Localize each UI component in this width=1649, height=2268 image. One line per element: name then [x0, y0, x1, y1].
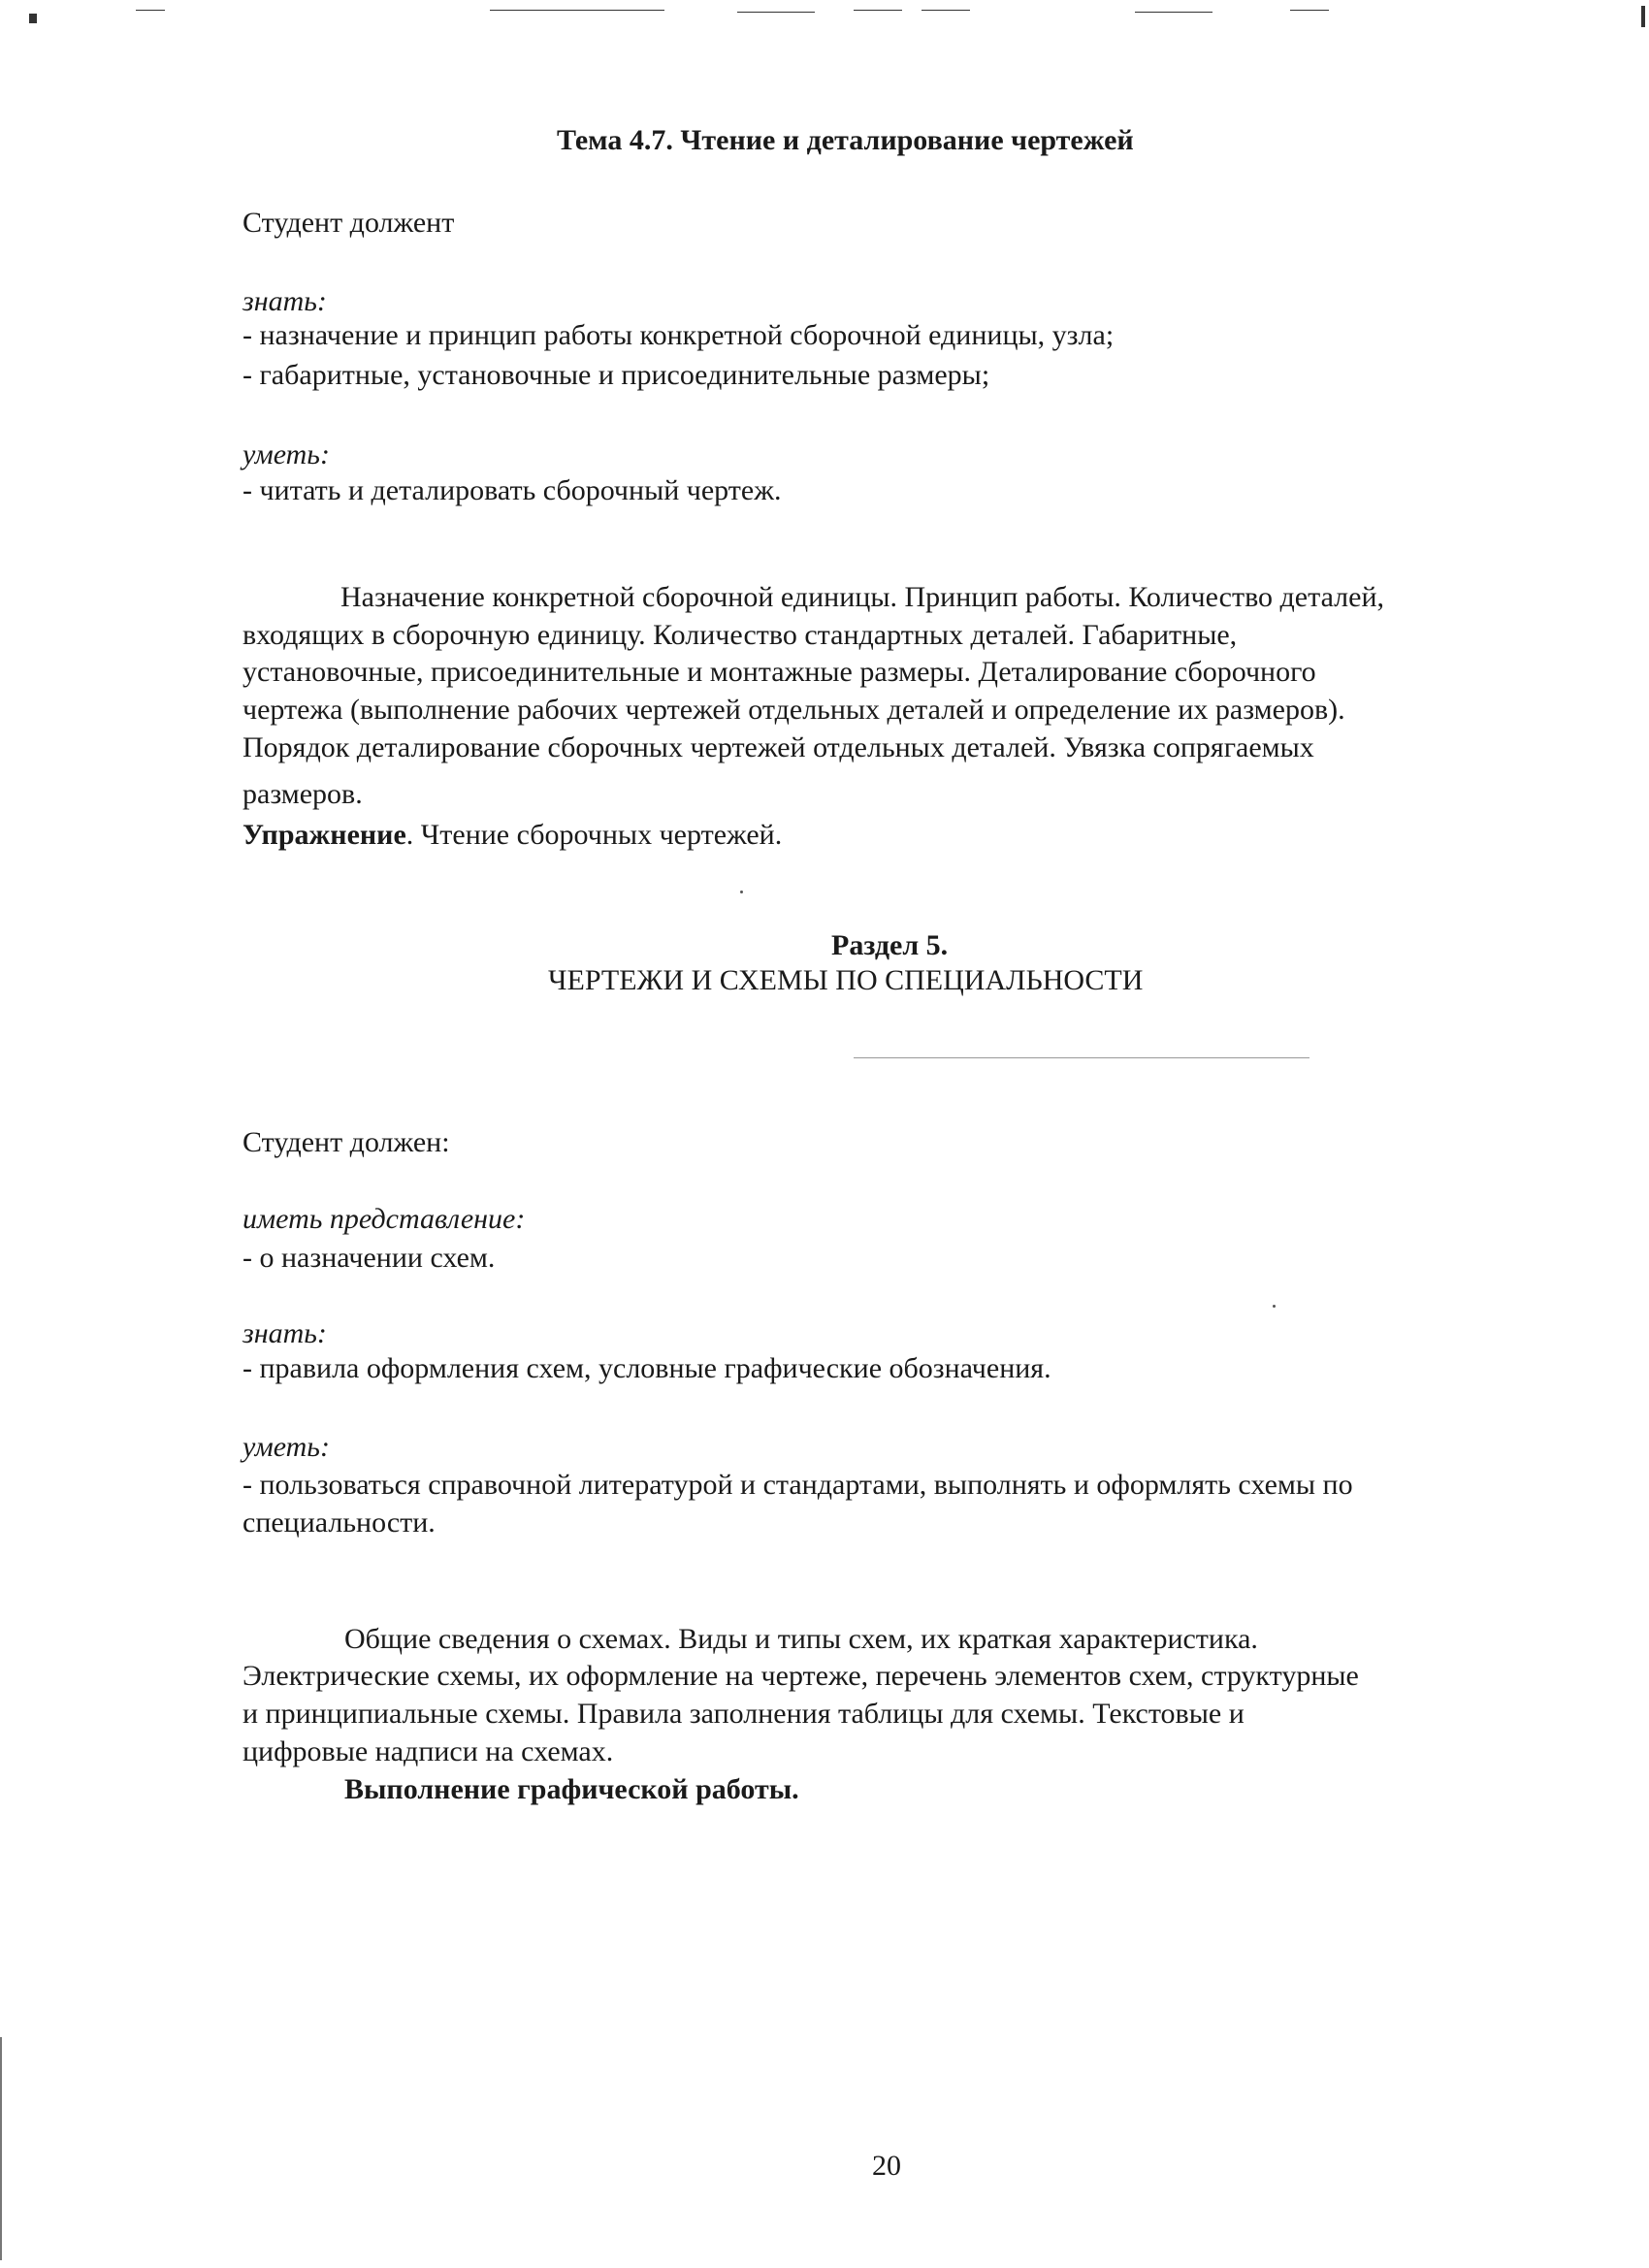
topic-can-label: уметь: [242, 438, 330, 470]
topic-content-line: установочные, присоединительные и монтажные размеры. Деталирование сборочного [242, 656, 1316, 688]
section-can-label: уметь: [242, 1431, 330, 1463]
topic-title: Тема 4.7. Чтение и деталирование чертежей [557, 124, 1134, 156]
section-title: ЧЕРТЕЖИ И СХЕМЫ ПО СПЕЦИАЛЬНОСТИ [548, 964, 1144, 996]
section-can-line: специальности. [242, 1507, 436, 1539]
scan-artifact [136, 10, 165, 11]
section-content-line: цифровые надписи на схемах. [242, 1735, 614, 1767]
exercise-text: . Чтение сборочных чертежей. [405, 819, 783, 851]
section-content-line: и принципиальные схемы. Правила заполнения таблицы для схемы. Текстовые и [242, 1698, 1245, 1730]
section-can-line: - пользоваться справочной литературой и стандартами, выполнять и оформлять схемы по [242, 1469, 1353, 1501]
scan-artifact [1641, 6, 1645, 27]
scan-artifact [490, 10, 664, 11]
section-idea-item: - о назначении схем. [242, 1242, 496, 1274]
topic-student-intro: Студент должент [242, 207, 455, 239]
scan-artifact [1273, 1305, 1276, 1308]
scan-artifact [737, 12, 815, 13]
topic-content-line: Назначение конкретной сборочной единицы. Принцип работы. Количество деталей, [340, 581, 1385, 613]
section-content-line: Общие сведения о схемах. Виды и типы схем, их краткая характеристика. [344, 1623, 1258, 1655]
section-know-item: - правила оформления схем, условные графические обозначения. [242, 1352, 1051, 1384]
scan-artifact [854, 1057, 1310, 1058]
section-student-intro: Студент должен: [242, 1126, 450, 1158]
topic-content-line: входящих в сборочную единицу. Количество стандартных деталей. Габаритные, [242, 619, 1238, 651]
page-number: 20 [872, 2150, 901, 2182]
scan-artifact [0, 2037, 2, 2260]
topic-content-line: чертежа (выполнение рабочих чертежей отдельных деталей и определение их размеров). [242, 694, 1345, 726]
section-content-line: Электрические схемы, их оформление на чертеже, перечень элементов схем, структурные [242, 1660, 1359, 1692]
topic-can-item: - читать и деталировать сборочный чертеж. [242, 474, 782, 506]
scan-artifact [740, 891, 743, 893]
section-know-label: знать: [242, 1317, 327, 1349]
exercise-label: Упражнение [242, 819, 406, 851]
topic-exercise [242, 817, 782, 853]
section-idea-label: иметь представление: [242, 1203, 526, 1235]
topic-know-item: - габаритные, установочные и присоединительные размеры; [242, 359, 990, 391]
topic-content-line: Порядок деталирование сборочных чертежей отдельных деталей. Увязка сопрягаемых [242, 731, 1314, 763]
scan-artifact [1290, 10, 1329, 11]
scan-artifact [29, 14, 37, 23]
scan-artifact [854, 10, 902, 11]
scan-artifact [922, 10, 970, 11]
topic-know-item: - назначение и принцип работы конкретной сборочной единицы, узла; [242, 319, 1115, 351]
topic-know-label: знать: [242, 285, 327, 317]
topic-content-line: размеров. [242, 778, 363, 810]
graphic-work: Выполнение графической работы. [344, 1773, 799, 1805]
section-number: Раздел 5. [831, 929, 949, 961]
scan-artifact [1135, 12, 1212, 13]
